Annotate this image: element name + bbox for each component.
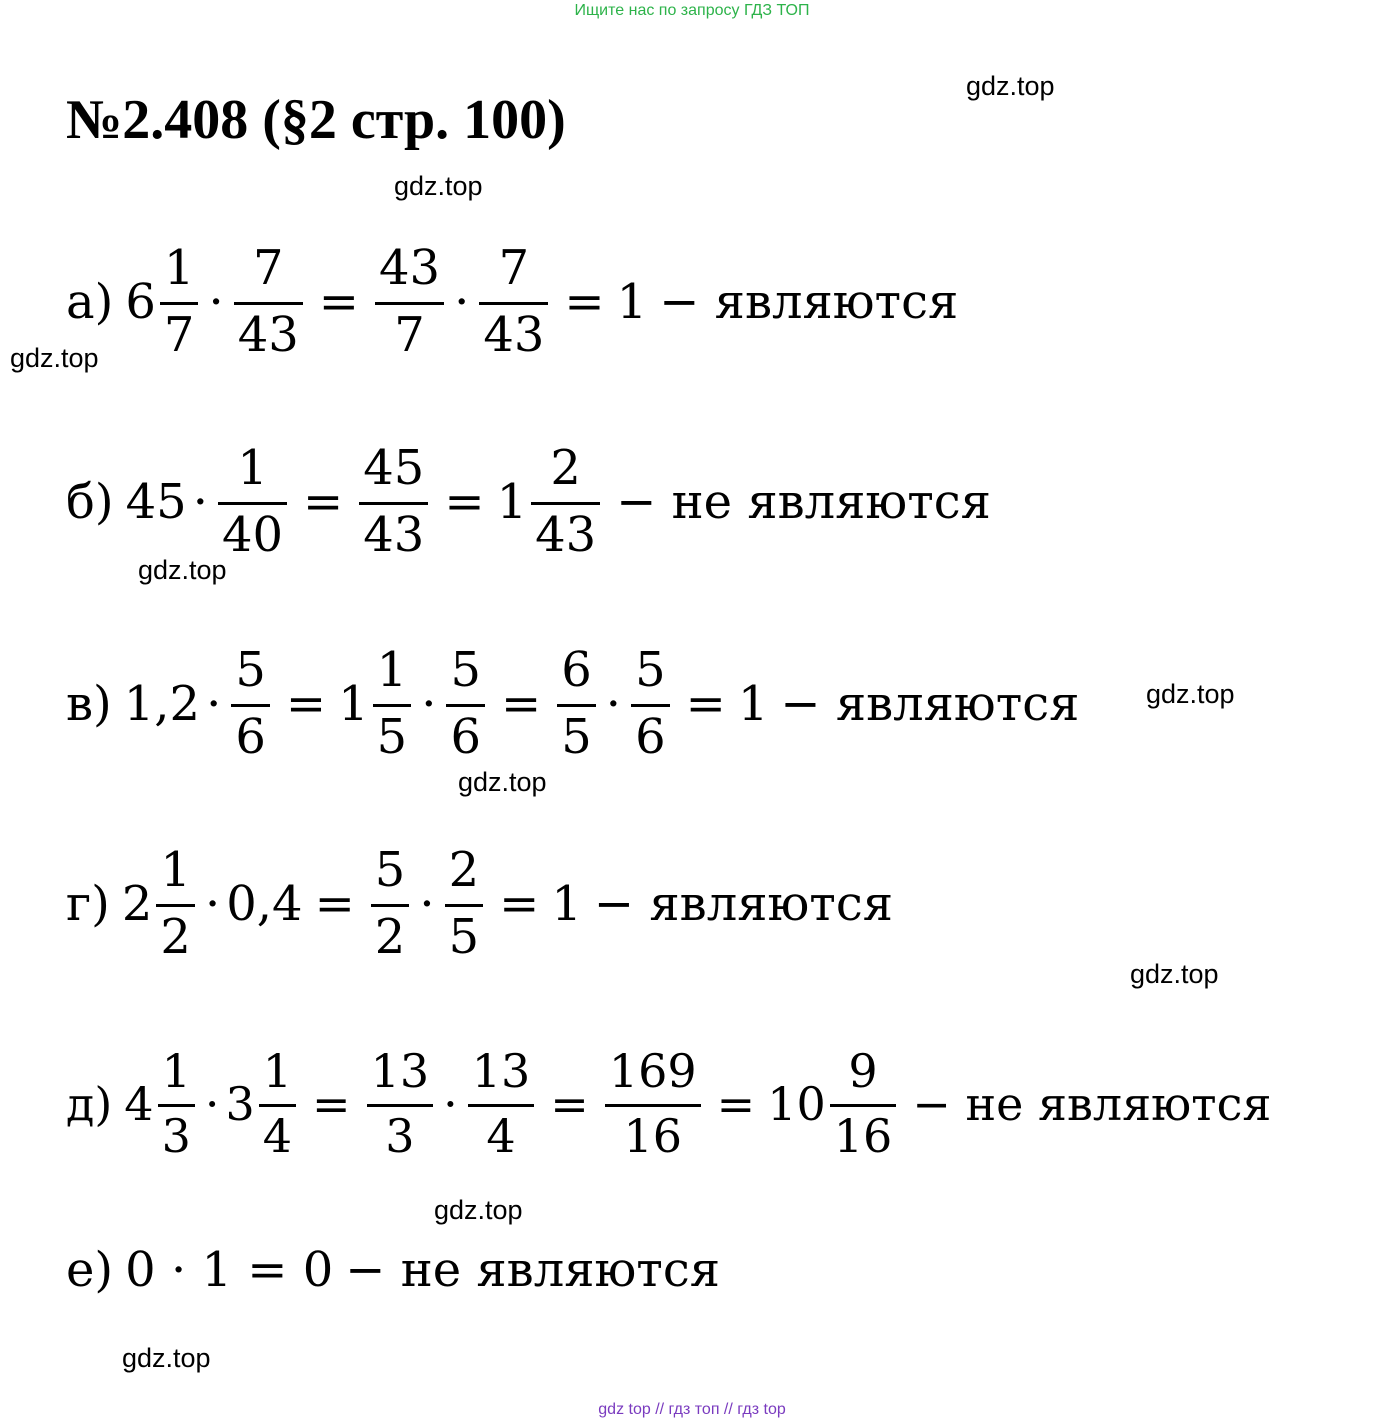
whole-part: 3 [225, 1077, 255, 1131]
conclusion: − являются [659, 274, 959, 330]
equals-sign: = [318, 274, 359, 330]
equals-sign: = [501, 676, 542, 732]
whole-part: 2 [121, 876, 153, 932]
watermark: gdz.top [1130, 959, 1219, 989]
equals-sign: = [312, 1077, 351, 1131]
equals-sign: = [499, 876, 540, 932]
multiply-sign: · [454, 274, 470, 330]
equation-g [66, 834, 893, 974]
multiply-sign: · [605, 676, 622, 732]
conclusion: − не являются [616, 474, 991, 530]
expression: 0 · 1 = 0 [125, 1242, 334, 1298]
multiply-sign: · [204, 1077, 220, 1131]
equals-sign: = [285, 676, 327, 732]
equals-sign: = [444, 474, 485, 530]
fraction: $\frac{9}{16}$ [830, 1046, 897, 1162]
equation-e [66, 1200, 720, 1340]
result: 1 [616, 274, 648, 330]
item-label: б) [66, 474, 114, 530]
footer-links: gdz top // гдз топ // гдз top [598, 1401, 786, 1418]
fraction: $\frac{2}{43}$ [531, 442, 600, 563]
equation-d [66, 1034, 1271, 1174]
watermark: gdz.top [138, 555, 227, 585]
equals-sign: = [685, 676, 726, 732]
multiply-sign: · [443, 1077, 458, 1131]
watermark: gdz.top [122, 1343, 211, 1373]
multiply-sign: · [204, 876, 221, 932]
whole-part: 6 [125, 274, 156, 330]
fraction: $\frac{169}{16}$ [605, 1046, 701, 1162]
fraction: $\frac{1}{40}$ [218, 442, 287, 563]
equation-b [66, 432, 991, 572]
equation-v [66, 634, 1079, 774]
whole-part: 1 [496, 474, 528, 530]
watermark: gdz.top [394, 171, 483, 201]
result: 1 [737, 676, 769, 732]
fraction: $\frac{2}{5}$ [445, 844, 484, 965]
result: 1 [551, 876, 582, 932]
watermark: gdz.top [1146, 679, 1235, 709]
fraction: $\frac{13}{4}$ [468, 1046, 535, 1162]
conclusion: − не являются [345, 1242, 720, 1298]
fraction: $\frac{7}{43}$ [234, 242, 303, 363]
page-title: №2.408 (§2 стр. 100) [66, 89, 566, 151]
conclusion: − являются [780, 676, 1080, 732]
equals-sign: = [314, 876, 355, 932]
item-label: а) [66, 274, 114, 330]
conclusion: − не являются [912, 1077, 1272, 1131]
fraction: $\frac{1}{7}$ [160, 242, 199, 363]
equation-a [66, 232, 958, 372]
fraction: $\frac{1}{5}$ [373, 644, 412, 765]
whole-part: 4 [124, 1077, 154, 1131]
equals-sign: = [716, 1077, 756, 1131]
fraction: $\frac{43}{7}$ [375, 242, 444, 363]
item-label: е) [66, 1242, 114, 1298]
number: 45 [125, 474, 187, 530]
multiply-sign: · [192, 474, 208, 530]
fraction: $\frac{5}{6}$ [631, 644, 670, 765]
multiply-sign: · [206, 676, 222, 732]
fraction: $\frac{5}{6}$ [446, 644, 485, 765]
item-label: д) [66, 1077, 113, 1131]
watermark: gdz.top [458, 767, 547, 797]
conclusion: − являются [593, 876, 893, 932]
fraction: $\frac{6}{5}$ [557, 644, 596, 765]
equals-sign: = [564, 274, 605, 330]
fraction: $\frac{7}{43}$ [479, 242, 548, 363]
fraction: $\frac{1}{2}$ [156, 844, 195, 965]
multiply-sign: · [421, 676, 437, 732]
fraction: $\frac{5}{2}$ [371, 844, 410, 965]
fraction: $\frac{13}{3}$ [367, 1046, 434, 1162]
whole-part: 10 [767, 1077, 826, 1131]
fraction: $\frac{45}{43}$ [359, 442, 428, 563]
fraction: $\frac{5}{6}$ [231, 644, 270, 765]
multiply-sign: · [419, 876, 435, 932]
equals-sign: = [303, 474, 344, 530]
multiply-sign: · [208, 274, 224, 330]
whole-part: 1 [338, 676, 369, 732]
watermark: gdz.top [434, 1195, 523, 1225]
watermark: gdz.top [10, 343, 99, 373]
item-label: в) [66, 676, 112, 732]
watermark: gdz.top [966, 71, 1055, 101]
fraction: $\frac{1}{4}$ [259, 1046, 296, 1162]
equals-sign: = [550, 1077, 589, 1131]
fraction: $\frac{1}{3}$ [158, 1046, 195, 1162]
item-label: г) [66, 876, 110, 932]
top-banner: Ищите нас по запросу ГДЗ ТОП [574, 2, 810, 19]
number: 1,2 [123, 676, 201, 732]
number: 0,4 [226, 876, 303, 932]
